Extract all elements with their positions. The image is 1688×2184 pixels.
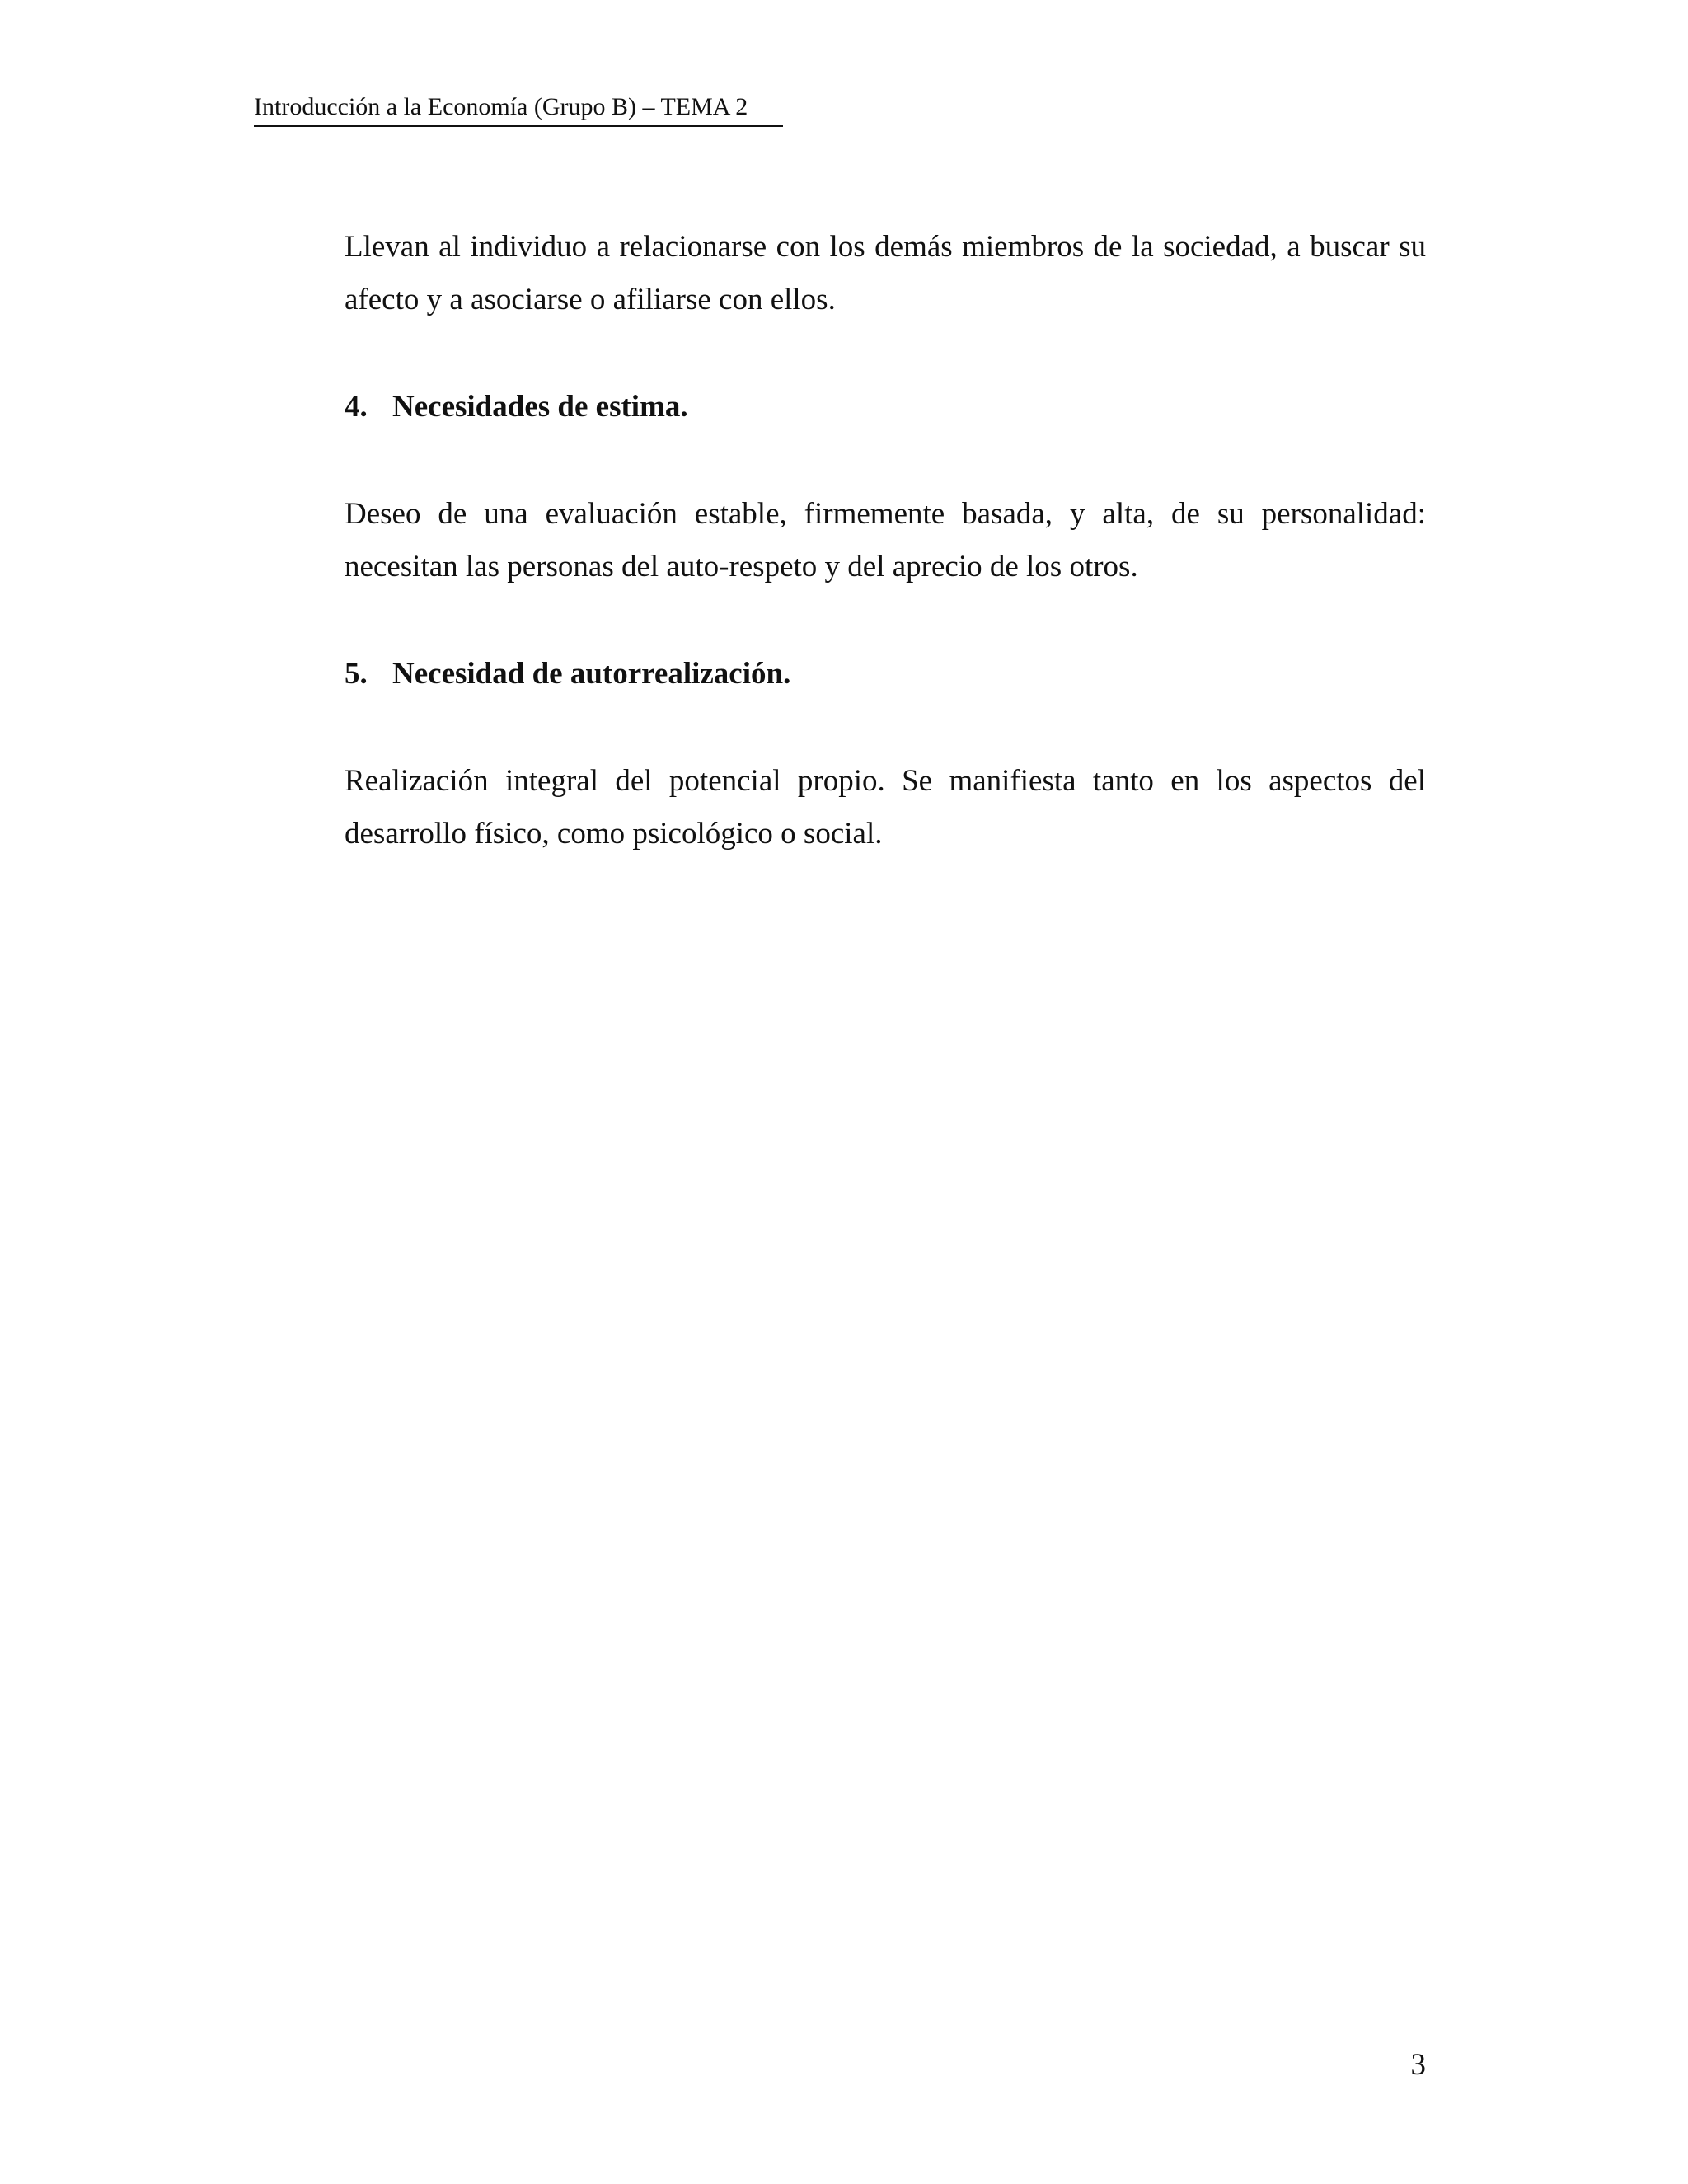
section-number: 4. (345, 390, 368, 424)
running-header: Introducción a la Economía (Grupo B) – TEMA 2 (254, 91, 783, 127)
section-number: 5. (345, 657, 368, 691)
page-number: 3 (1410, 2048, 1426, 2082)
section-title: Necesidad de autorrealización. (392, 657, 791, 691)
section-title: Necesidades de estima. (392, 390, 688, 424)
paragraph-self-actualization: Realización integral del potencial propio. Se manifiesta tanto en los aspectos del desarrollo físico, como psicológico o social. (345, 764, 1426, 851)
paragraph-affiliation-needs: Llevan al individuo a relacionarse con los demás miembros de la sociedad, a buscar su afecto y a asociarse o afiliarse con ellos. (345, 230, 1426, 316)
paragraph-esteem-needs: Deseo de una evaluación estable, firmemente basada, y alta, de su personalidad: necesitan las personas del auto-respeto y del aprecio de los otros. (345, 497, 1426, 583)
section-heading-esteem-needs (345, 381, 1426, 434)
section-heading-self-actualization (345, 648, 1426, 701)
